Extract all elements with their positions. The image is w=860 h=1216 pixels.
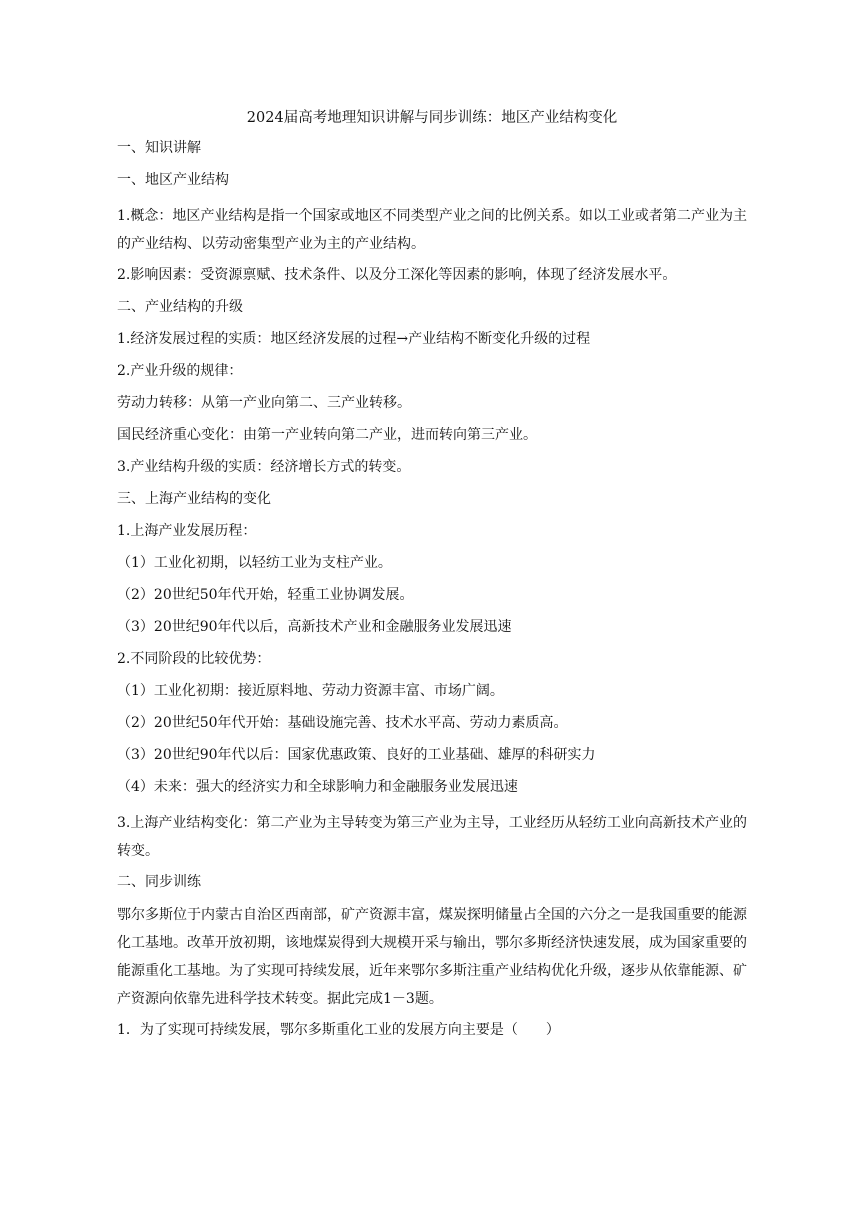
paragraph-concept: 1.概念：地区产业结构是指一个国家或地区不同类型产业之间的比例关系。如以工业或者第二产业为主的产业结构、以劳动密集型产业为主的产业结构。	[117, 208, 747, 252]
question-1: 1．为了实现可持续发展，鄂尔多斯重化工业的发展方向主要是（ ）	[117, 1022, 560, 1038]
paragraph-ordos-passage: 鄂尔多斯位于内蒙古自治区西南部，矿产资源丰富，煤炭探明储量占全国的六分之一是我国重要的能源化工基地。改革开放初期，该地煤炭得到大规模开采与输出，鄂尔多斯经济快速发展，成为国家重要的能源重化工基地。为了实现可持续发展，近年来鄂尔多斯注重产业结构优化升级，逐步从依靠能源、矿产资源向依靠先进科学技术转变。据此完成1－3题。	[117, 907, 747, 1007]
list-item-advantage-2: （2）20世纪50年代开始：基础设施完善、技术水平高、劳动力素质高。	[117, 715, 568, 731]
list-item-history-2: （2）20世纪50年代开始，轻重工业协调发展。	[117, 587, 414, 603]
list-item-history-3: （3）20世纪90年代以后，高新技术产业和金融服务业发展迅速	[117, 619, 512, 635]
list-item-advantage-3: （3）20世纪90年代以后：国家优惠政策、良好的工业基础、雄厚的科研实力	[117, 747, 596, 763]
paragraph-economic-focus: 国民经济重心变化：由第一产业转向第二产业，进而转向第三产业。	[117, 427, 537, 443]
paragraph-shanghai-history: 1.上海产业发展历程：	[117, 523, 257, 539]
heading-shanghai-structure: 三、上海产业结构的变化	[117, 491, 271, 507]
document-page	[117, 108, 747, 1052]
paragraph-essence-of-development: 1.经济发展过程的实质：地区经济发展的过程→产业结构不断变化升级的过程	[117, 331, 591, 347]
paragraph-influencing-factors: 2.影响因素：受资源禀赋、技术条件、以及分工深化等因素的影响，体现了经济发展水平。	[117, 267, 677, 283]
paragraph-comparative-advantages: 2.不同阶段的比较优势：	[117, 651, 271, 667]
paragraph-upgrade-essence: 3.产业结构升级的实质：经济增长方式的转变。	[117, 459, 411, 475]
list-item-advantage-4: （4）未来：强大的经济实力和全球影响力和金融服务业发展迅速	[117, 779, 518, 795]
paragraph-shanghai-change: 3.上海产业结构变化：第二产业为主导转变为第三产业为主导，工业经历从轻纺工业向高新技术产业的转变。	[117, 815, 747, 859]
heading-regional-industrial-structure: 一、地区产业结构	[117, 172, 229, 188]
document-title: 2024届高考地理知识讲解与同步训练：地区产业结构变化	[246, 110, 618, 126]
section-heading-practice: 二、同步训练	[117, 874, 201, 890]
section-heading-knowledge: 一、知识讲解	[117, 140, 201, 156]
paragraph-labor-transfer: 劳动力转移：从第一产业向第二、三产业转移。	[117, 395, 411, 411]
list-item-advantage-1: （1）工业化初期：接近原料地、劳动力资源丰富、市场广阔。	[117, 683, 504, 699]
paragraph-upgrade-law: 2.产业升级的规律：	[117, 363, 243, 379]
heading-structure-upgrade: 二、产业结构的升级	[117, 299, 243, 315]
list-item-history-1: （1）工业化初期，以轻纺工业为支柱产业。	[117, 555, 392, 571]
